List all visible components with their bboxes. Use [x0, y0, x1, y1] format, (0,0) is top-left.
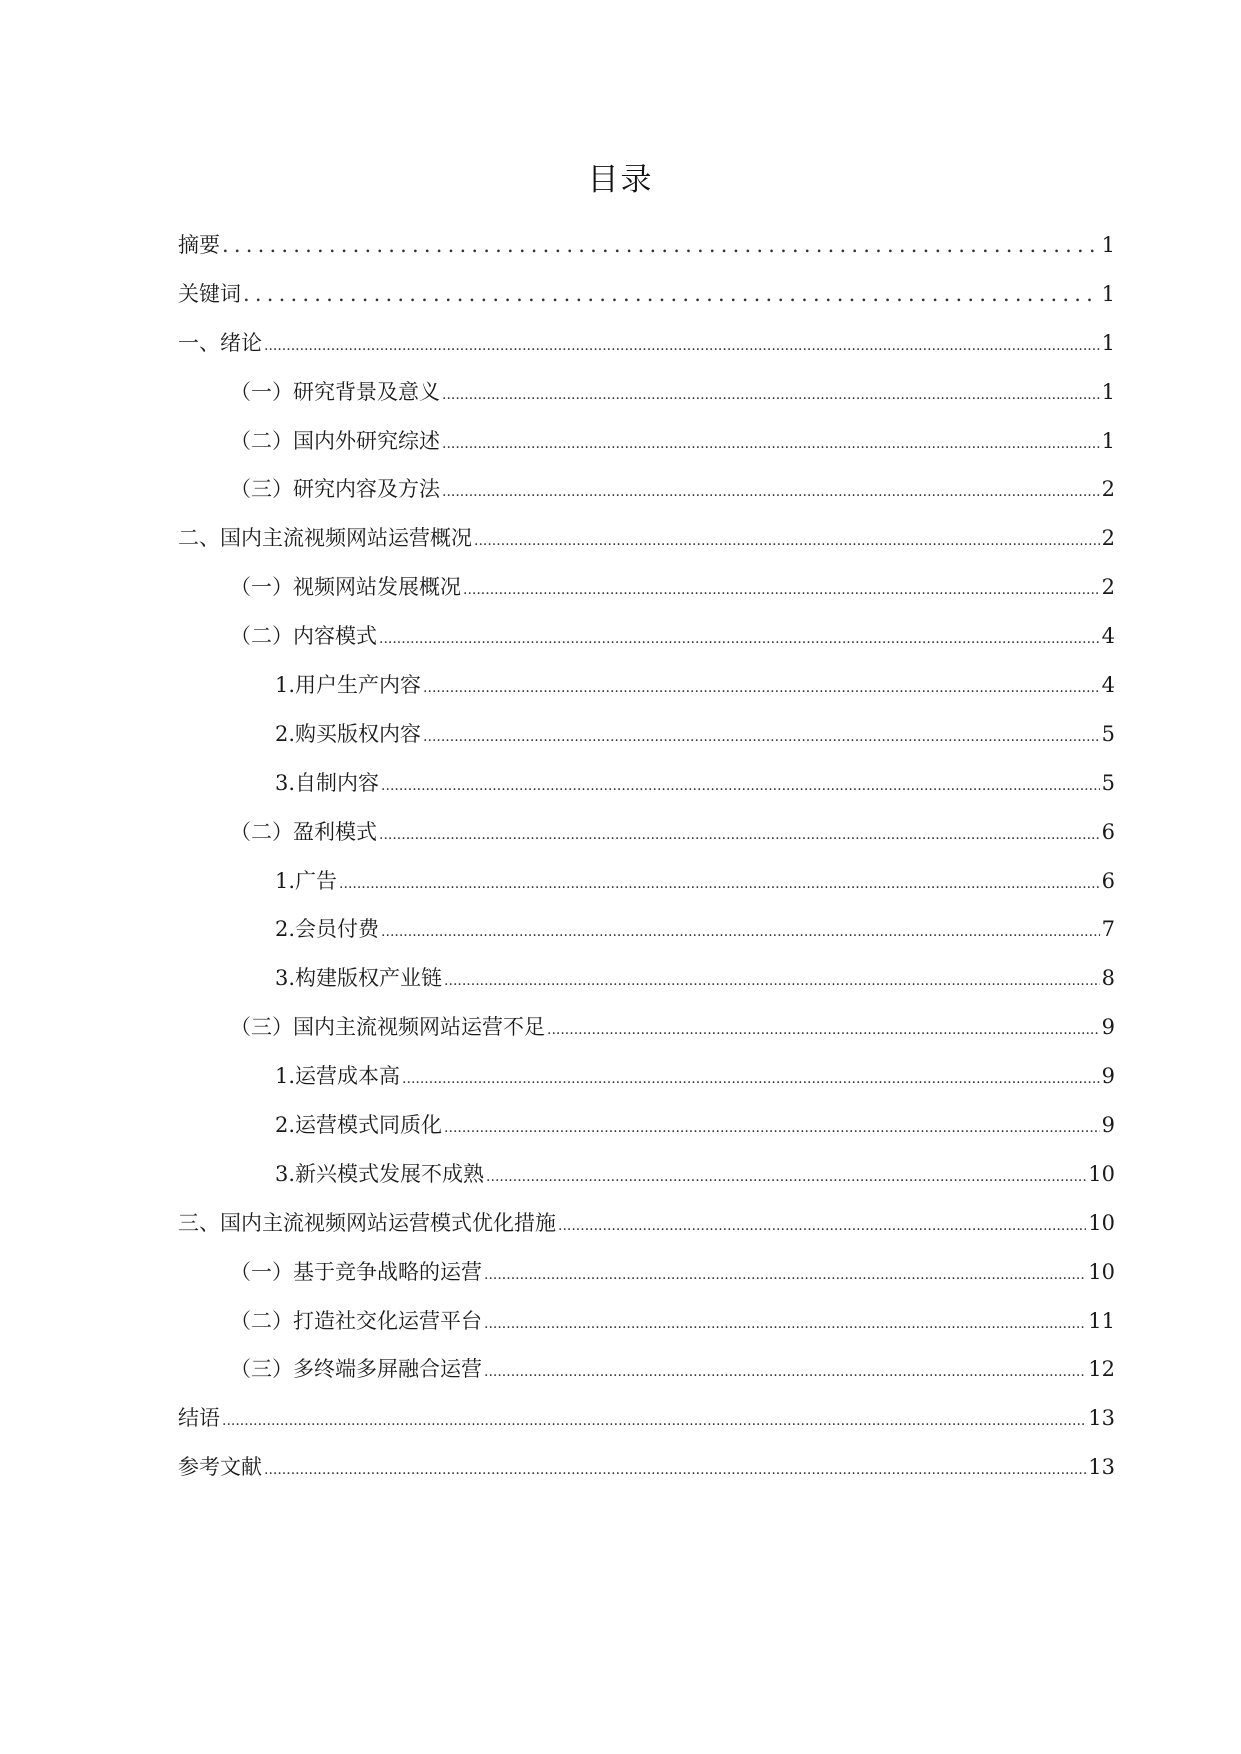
toc-dot-leader	[442, 468, 1100, 517]
toc-page-number: 1	[1101, 233, 1115, 257]
toc-dot-leader	[379, 811, 1100, 860]
toc-page-number: 9	[1101, 1015, 1115, 1040]
toc-entry-label: 2.会员付费	[275, 917, 380, 942]
toc-page-number: 6	[1101, 819, 1115, 844]
toc-entry-label: 二、国内主流视频网站运营概况	[178, 526, 472, 551]
toc-page-number: 2	[1101, 526, 1115, 551]
toc-page-number: 1	[1101, 330, 1115, 355]
toc-entry-label: 关键词	[178, 281, 241, 306]
toc-dot-leader	[222, 221, 1100, 270]
toc-page-number: 9	[1101, 1113, 1115, 1138]
toc-page-number: 10	[1088, 1210, 1115, 1235]
toc-entry[interactable]	[178, 465, 1115, 514]
toc-entry-label: （一）基于竞争战略的运营	[230, 1259, 482, 1284]
toc-page-number: 12	[1088, 1357, 1115, 1382]
toc-entry[interactable]	[178, 661, 1115, 710]
toc-entry[interactable]	[178, 1394, 1115, 1443]
toc-page-number: 1	[1101, 281, 1115, 306]
toc-dot-leader	[423, 664, 1100, 713]
toc-dot-leader	[547, 1006, 1100, 1055]
toc-dot-leader	[463, 566, 1100, 615]
page-title: 目录	[587, 162, 654, 198]
toc-entry[interactable]	[178, 1052, 1115, 1101]
toc-entry-label: 结语	[178, 1406, 220, 1431]
toc-page-number: 8	[1101, 966, 1115, 991]
toc-dot-leader	[444, 1104, 1100, 1153]
toc-entry-label: 3.构建版权产业链	[275, 966, 443, 991]
toc-dot-leader	[474, 517, 1100, 566]
toc-dot-leader	[222, 1397, 1086, 1446]
toc-dot-leader	[486, 1153, 1086, 1202]
toc-page-number: 11	[1088, 1308, 1115, 1333]
toc-entry-label: （一）研究背景及意义	[230, 379, 440, 404]
toc-entry[interactable]	[178, 710, 1115, 759]
toc-entry[interactable]	[178, 905, 1115, 954]
toc-dot-leader	[484, 1300, 1086, 1349]
toc-entry[interactable]	[178, 1101, 1115, 1150]
toc-dot-leader	[381, 908, 1100, 957]
toc-page-number: 4	[1101, 624, 1115, 649]
toc-entry-label: 摘要	[178, 233, 220, 257]
toc-entry[interactable]	[178, 1443, 1115, 1492]
toc-page-number: 10	[1088, 1259, 1115, 1284]
toc-dot-leader	[484, 1251, 1086, 1300]
toc-entry-label: 3.自制内容	[275, 770, 380, 795]
toc-page-number: 1	[1101, 379, 1115, 404]
toc-dot-leader	[379, 615, 1100, 664]
toc-entry-label: （一）视频网站发展概况	[230, 575, 461, 600]
toc-entry-label: 一、绪论	[178, 330, 262, 355]
toc-entry-label: 2.运营模式同质化	[275, 1113, 443, 1138]
toc-page-number: 1	[1101, 428, 1115, 453]
toc-entry[interactable]	[178, 1003, 1115, 1052]
toc-page-number: 5	[1101, 721, 1115, 746]
toc-entry-label: 三、国内主流视频网站运营模式优化措施	[178, 1210, 556, 1235]
toc-dot-leader	[442, 371, 1100, 420]
toc-dot-leader	[339, 860, 1100, 909]
toc-entry[interactable]	[178, 270, 1115, 319]
toc-entry-label: 参考文献	[178, 1455, 262, 1480]
toc-entry[interactable]	[178, 1150, 1115, 1199]
toc-entry[interactable]	[178, 1297, 1115, 1346]
toc-page-number: 5	[1101, 770, 1115, 795]
toc-entry[interactable]	[178, 612, 1115, 661]
toc-entry-label: 2.购买版权内容	[275, 721, 422, 746]
toc-entry-label: （二）打造社交化运营平台	[230, 1308, 482, 1333]
toc-entry-label: 3.新兴模式发展不成熟	[275, 1161, 485, 1186]
toc-entry[interactable]	[178, 563, 1115, 612]
toc-entry-label: （二）内容模式	[230, 624, 377, 649]
table-of-contents	[178, 221, 1115, 1492]
toc-page-number: 13	[1088, 1455, 1115, 1480]
toc-entry-label: 1.运营成本高	[275, 1064, 401, 1089]
toc-entry[interactable]	[178, 857, 1115, 906]
toc-dot-leader	[558, 1202, 1086, 1251]
toc-entry-label: （三）研究内容及方法	[230, 477, 440, 502]
toc-entry-label: （三）多终端多屏融合运营	[230, 1357, 482, 1382]
toc-entry-label: （二）盈利模式	[230, 819, 377, 844]
toc-entry-label: 1.用户生产内容	[275, 673, 422, 698]
toc-page-number: 2	[1101, 575, 1115, 600]
toc-entry[interactable]	[178, 417, 1115, 466]
toc-entry[interactable]	[178, 1345, 1115, 1394]
toc-dot-leader	[264, 1446, 1086, 1495]
toc-entry[interactable]	[178, 954, 1115, 1003]
toc-entry[interactable]	[178, 319, 1115, 368]
toc-entry-label: （三）国内主流视频网站运营不足	[230, 1015, 545, 1040]
toc-page-number: 7	[1101, 917, 1115, 942]
toc-dot-leader	[442, 420, 1100, 469]
toc-entry-label: （二）国内外研究综述	[230, 428, 440, 453]
toc-dot-leader	[484, 1348, 1086, 1397]
toc-dot-leader	[402, 1055, 1100, 1104]
toc-entry[interactable]	[178, 368, 1115, 417]
toc-dot-leader	[243, 270, 1100, 319]
toc-entry[interactable]	[178, 759, 1115, 808]
toc-entry[interactable]	[178, 1248, 1115, 1297]
toc-dot-leader	[381, 762, 1100, 811]
toc-dot-leader	[444, 957, 1100, 1006]
toc-page-number: 2	[1101, 477, 1115, 502]
toc-entry-label: 1.广告	[275, 868, 338, 893]
toc-page-number: 10	[1088, 1161, 1115, 1186]
toc-dot-leader	[423, 713, 1100, 762]
toc-entry[interactable]	[178, 1199, 1115, 1248]
toc-page-number: 9	[1101, 1064, 1115, 1089]
toc-entry[interactable]	[178, 514, 1115, 563]
toc-entry[interactable]	[178, 808, 1115, 857]
toc-page-number: 4	[1101, 673, 1115, 698]
toc-dot-leader	[264, 322, 1100, 371]
toc-page-number: 13	[1088, 1406, 1115, 1431]
toc-entry[interactable]	[178, 221, 1115, 270]
toc-page-number: 6	[1101, 868, 1115, 893]
